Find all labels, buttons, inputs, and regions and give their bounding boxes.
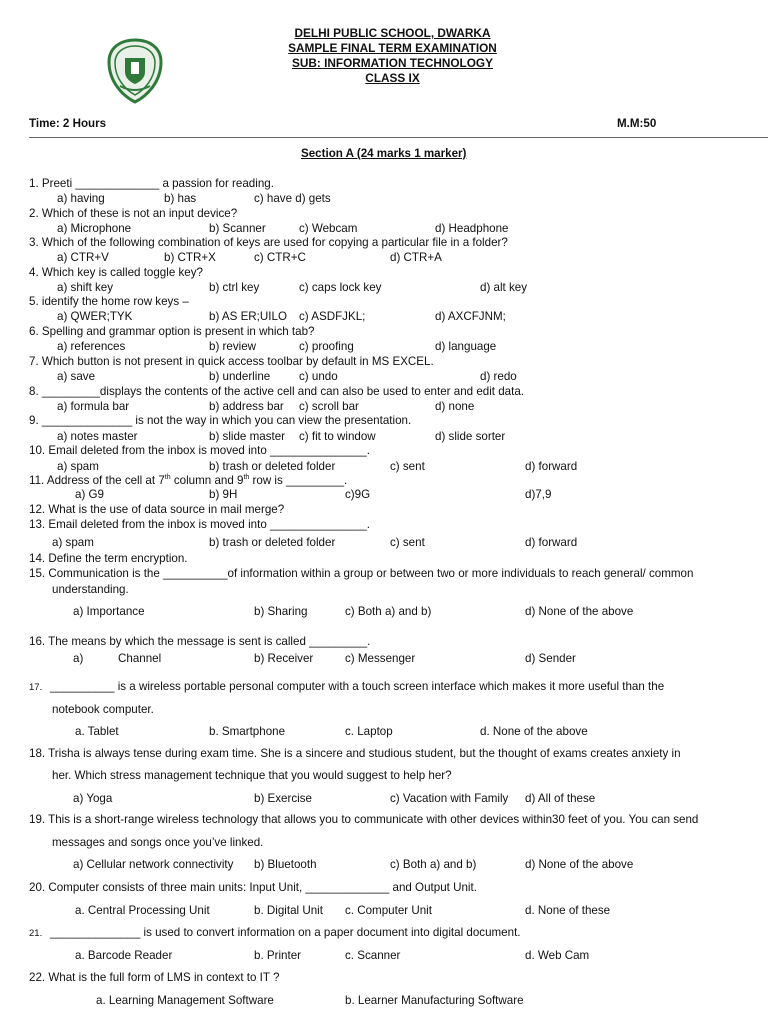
school-name: DELHI PUBLIC SCHOOL, DWARKA [294, 26, 491, 40]
option: a) [73, 652, 84, 665]
option: b) Exercise [254, 792, 312, 805]
option: b) review [209, 340, 257, 353]
section-heading: Section A (24 marks 1 marker) [301, 147, 467, 160]
question-4: 4. Which key is called toggle key? [29, 266, 203, 279]
option: a) Cellular network connectivity [73, 858, 234, 871]
option: a) having [57, 192, 105, 205]
question-1: 1. Preeti _____________ a passion for reading. [29, 177, 274, 190]
option: c) scroll bar [299, 400, 359, 413]
option: a. Central Processing Unit [75, 904, 210, 917]
question-17-cont: notebook computer. [52, 703, 154, 716]
question-18: 18. Trisha is always tense during exam time. She is a sincere and studious student, but the thought of exams creates anxiety in [29, 747, 681, 760]
question-8: 8. _________displays the contents of the active cell and can also be used to enter and edit data. [29, 385, 525, 398]
option: Channel [118, 652, 162, 665]
option: d) CTR+A [390, 251, 442, 264]
question-21-number: 21. [29, 928, 43, 939]
option: d) Sender [525, 652, 576, 665]
option: c) Both a) and b) [390, 858, 477, 871]
option: d) slide sorter [435, 430, 506, 443]
question-14: 14. Define the term encryption. [29, 552, 188, 565]
option: b. Digital Unit [254, 904, 323, 917]
option: c. Computer Unit [345, 904, 432, 917]
question-20: 20. Computer consists of three main units: Input Unit, _____________ and Output Unit. [29, 881, 477, 894]
question-9: 9. ______________ is not the way in which you can view the presentation. [29, 414, 412, 427]
question-3: 3. Which of the following combination of keys are used for copying a particular file in a folder? [29, 236, 508, 249]
option: c) have d) gets [254, 192, 331, 205]
option: b) address bar [209, 400, 284, 413]
option: b) Sharing [254, 605, 308, 618]
option: b) ctrl key [209, 281, 260, 294]
option: a) Microphone [57, 222, 132, 235]
option: a. Learning Management Software [96, 994, 274, 1007]
option: a) spam [52, 536, 94, 549]
question-11: 11. Address of the cell at 7th column and 9th row is _________. [29, 474, 348, 487]
option: d. Web Cam [525, 949, 590, 962]
option: d) None of the above [525, 605, 634, 618]
option: d. None of these [525, 904, 611, 917]
option: b) CTR+X [164, 251, 216, 264]
option: c) CTR+C [254, 251, 306, 264]
subject-title: SUB: INFORMATION TECHNOLOGY [292, 56, 493, 70]
option: a) spam [57, 460, 99, 473]
option: a) QWER;TYK [57, 310, 133, 323]
option: d) language [435, 340, 497, 353]
option: a) notes master [57, 430, 138, 443]
option: c) sent [390, 536, 425, 549]
option: b) trash or deleted folder [209, 460, 336, 473]
option: c. Laptop [345, 725, 393, 738]
question-16: 16. The means by which the message is sent is called _________. [29, 635, 371, 648]
header-divider [29, 137, 768, 138]
option: c) caps lock key [299, 281, 382, 294]
option: b) 9H [209, 488, 238, 501]
option: c) Webcam [299, 222, 358, 235]
option: a) Yoga [73, 792, 113, 805]
question-5: 5. identify the home row keys – [29, 295, 189, 308]
option: a) Importance [73, 605, 145, 618]
question-10: 10. Email deleted from the inbox is moved into _______________. [29, 444, 370, 457]
question-22: 22. What is the full form of LMS in context to IT ? [29, 971, 280, 984]
option: c) ASDFJKL; [299, 310, 366, 323]
question-7: 7. Which button is not present in quick access toolbar by default in MS EXCEL. [29, 355, 434, 368]
option: b. Smartphone [209, 725, 286, 738]
question-15: 15. Communication is the __________of information within a group or between two or more individuals to reach general/ common [29, 567, 694, 580]
option: d)7,9 [525, 488, 552, 501]
option: a) formula bar [57, 400, 130, 413]
option: d. None of the above [480, 725, 588, 738]
option: c) undo [299, 370, 338, 383]
option: b) Scanner [209, 222, 266, 235]
question-13: 13. Email deleted from the inbox is moved into _______________. [29, 518, 370, 531]
option: a) save [57, 370, 96, 383]
question-15-cont: understanding. [52, 583, 129, 596]
option: a) G9 [75, 488, 104, 501]
option: b) slide master [209, 430, 286, 443]
option: d) Headphone [435, 222, 509, 235]
option: c. Scanner [345, 949, 401, 962]
option: b) trash or deleted folder [209, 536, 336, 549]
question-19-cont: messages and songs once you’ve linked. [52, 836, 264, 849]
option: b) Receiver [254, 652, 314, 665]
max-marks: M.M:50 [617, 117, 657, 130]
question-19: 19. This is a short-range wireless technology that allows you to communicate with other devices within30 feet of you. You can send [29, 813, 699, 826]
option: b) underline [209, 370, 271, 383]
option: b) Bluetooth [254, 858, 317, 871]
question-2: 2. Which of these is not an input device? [29, 207, 238, 220]
question-21: ______________ is used to convert information on a paper document into digital document. [50, 926, 521, 939]
option: d) none [435, 400, 475, 413]
option: a. Barcode Reader [75, 949, 173, 962]
school-logo [105, 38, 165, 104]
option: d) alt key [480, 281, 528, 294]
option: a) shift key [57, 281, 114, 294]
option: d) AXCFJNM; [435, 310, 506, 323]
option: a) references [57, 340, 126, 353]
exam-title: SAMPLE FINAL TERM EXAMINATION [288, 41, 497, 55]
option: c) proofing [299, 340, 354, 353]
option: b) has [164, 192, 197, 205]
option: c)9G [345, 488, 371, 501]
class-title: CLASS IX [365, 71, 420, 85]
question-17: __________ is a wireless portable personal computer with a touch screen interface which makes it more useful than the [50, 680, 665, 693]
option: d) None of the above [525, 858, 634, 871]
option: d) All of these [525, 792, 596, 805]
option: d) forward [525, 536, 578, 549]
question-6: 6. Spelling and grammar option is present in which tab? [29, 325, 315, 338]
option: a. Tablet [75, 725, 119, 738]
exam-time: Time: 2 Hours [29, 117, 107, 130]
question-17-number: 17. [29, 682, 43, 693]
question-18-cont: her. Which stress management technique that you would suggest to help her? [52, 769, 452, 782]
question-12: 12. What is the use of data source in mail merge? [29, 503, 285, 516]
option: d) redo [480, 370, 517, 383]
option: a) CTR+V [57, 251, 109, 264]
option: b) AS ER;UILO [209, 310, 287, 323]
option: c) Vacation with Family [390, 792, 509, 805]
option: c) fit to window [299, 430, 376, 443]
option: b. Learner Manufacturing Software [345, 994, 524, 1007]
option: d) forward [525, 460, 578, 473]
option: c) Messenger [345, 652, 416, 665]
option: c) Both a) and b) [345, 605, 432, 618]
option: c) sent [390, 460, 425, 473]
option: b. Printer [254, 949, 302, 962]
